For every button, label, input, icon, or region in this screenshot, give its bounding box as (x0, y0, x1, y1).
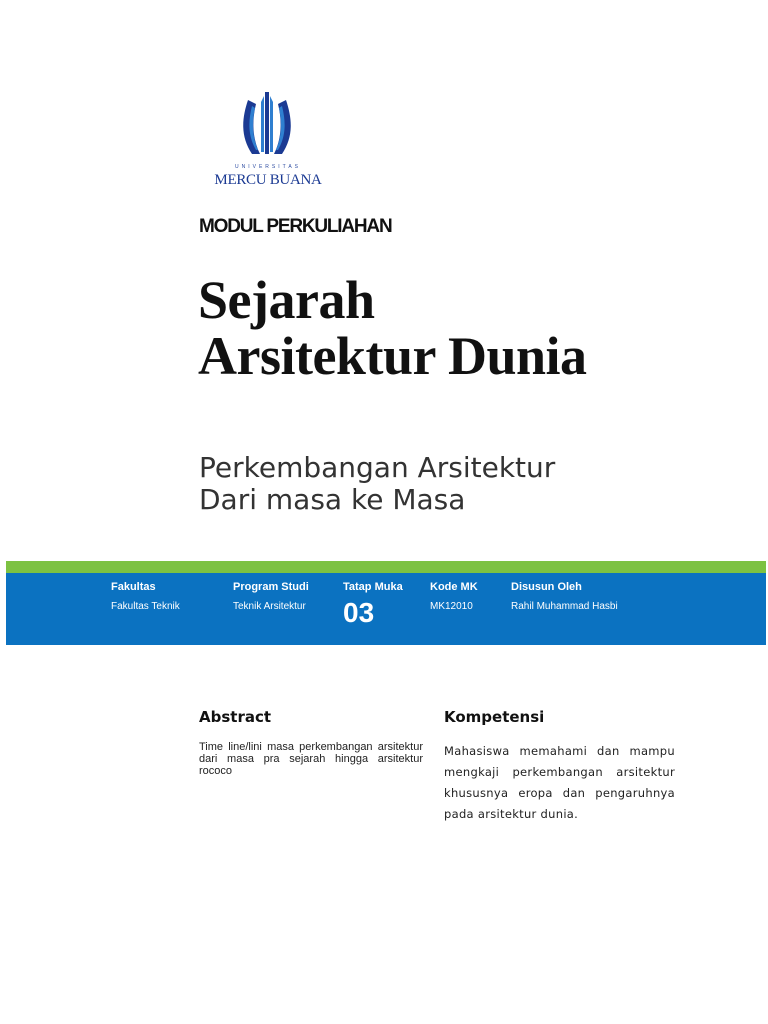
info-kode-mk-value: MK12010 (430, 601, 473, 612)
page-title (198, 272, 738, 384)
info-kode-mk-heading: Kode MK (430, 581, 478, 593)
info-program-studi-value: Teknik Arsitektur (233, 601, 306, 612)
info-fakultas (111, 580, 180, 614)
subtitle-line-1: Perkembangan Arsitektur (199, 451, 556, 484)
info-disusun-oleh-heading: Disusun Oleh (511, 581, 582, 593)
info-tatap-muka-heading: Tatap Muka (343, 581, 403, 593)
info-tatap-muka (343, 580, 403, 628)
kompetensi-heading: Kompetensi (444, 708, 545, 726)
info-program-studi-heading: Program Studi (233, 581, 309, 593)
info-fakultas-value: Fakultas Teknik (111, 601, 180, 612)
kompetensi-body: Mahasiswa memahami dan mampu mengkaji perkembangan arsitektur khususnya eropa dan pengaruhnya pada arsitektur dunia. (444, 744, 675, 821)
info-disusun-oleh-value: Rahil Muhammad Hasbi (511, 601, 618, 612)
info-program-studi (233, 580, 309, 614)
accent-stripe (6, 561, 766, 573)
info-fakultas-heading: Fakultas (111, 581, 156, 593)
title-line-1: Sejarah (198, 270, 375, 330)
info-tatap-muka-value: 03 (343, 597, 375, 628)
title-line-2: Arsitektur Dunia (198, 326, 587, 386)
abstract-heading: Abstract (199, 708, 272, 726)
university-logo (198, 88, 336, 196)
modul-label: MODUL PERKULIAHAN (199, 216, 392, 237)
info-kode-mk (430, 580, 478, 614)
mercu-buana-emblem-icon (198, 88, 336, 164)
abstract-body: Time line/lini masa perkembangan arsitektur dari masa pra sejarah hingga arsitektur rococo (199, 741, 423, 777)
logo-university-label: UNIVERSITAS (235, 164, 301, 170)
logo-university-name: MERCU BUANA (214, 172, 322, 188)
info-disusun-oleh (511, 580, 618, 614)
subtitle-line-2: Dari masa ke Masa (199, 483, 466, 516)
page-subtitle (199, 452, 719, 516)
